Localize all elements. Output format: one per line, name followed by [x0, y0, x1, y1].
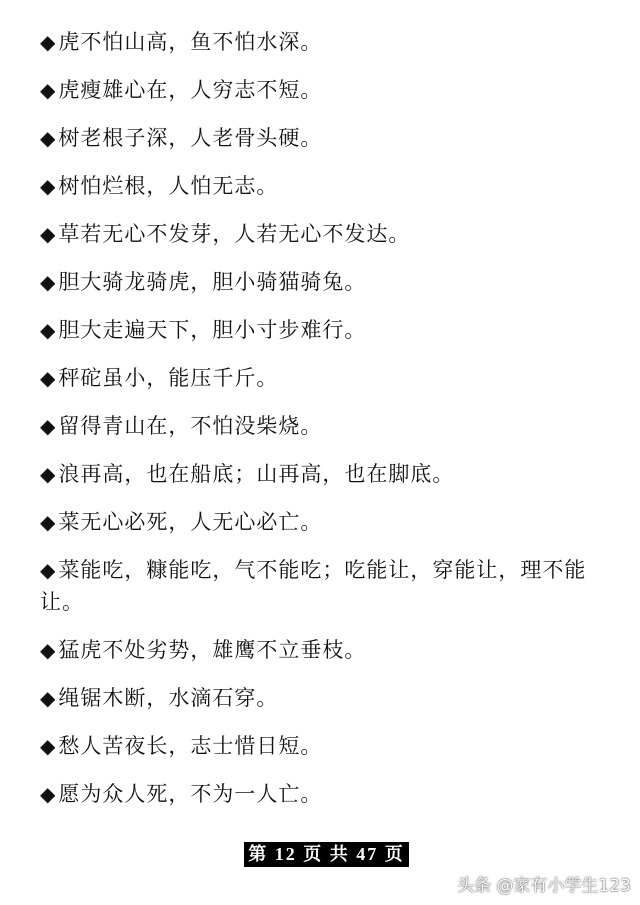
diamond-bullet-icon: ◆	[40, 78, 57, 102]
proverb-item: ◆猛虎不处劣势，雄鹰不立垂枝。	[40, 638, 367, 662]
proverb-list	[40, 18, 625, 826]
proverb-item: ◆菜无心必死，人无心必亡。	[40, 510, 323, 534]
proverb-item: ◆虎不怕山高，鱼不怕水深。	[40, 30, 323, 54]
watermark-text: 头条 @家有小学生123	[457, 876, 631, 896]
proverb-item: ◆绳锯木断，水滴石穿。	[40, 686, 279, 710]
diamond-bullet-icon: ◆	[40, 318, 57, 342]
proverb-item: ◆秤砣虽小，能压千斤。	[40, 366, 279, 390]
diamond-bullet-icon: ◆	[40, 366, 57, 390]
proverb-item: ◆留得青山在，不怕没柴烧。	[40, 414, 323, 438]
diamond-bullet-icon: ◆	[40, 462, 57, 486]
proverb-item: ◆胆大骑龙骑虎，胆小骑猫骑兔。	[40, 270, 367, 294]
diamond-bullet-icon: ◆	[40, 782, 57, 806]
diamond-bullet-icon: ◆	[40, 734, 57, 758]
diamond-bullet-icon: ◆	[40, 686, 57, 710]
proverb-item: ◆浪再高，也在船底；山再高，也在脚底。	[40, 462, 455, 486]
proverb-item: ◆菜能吃，糠能吃，气不能吃；吃能让，穿能让，理不能让。	[40, 558, 587, 614]
diamond-bullet-icon: ◆	[40, 638, 57, 662]
diamond-bullet-icon: ◆	[40, 510, 57, 534]
diamond-bullet-icon: ◆	[40, 558, 57, 582]
page-number-label: 第 12 页 共 47 页	[244, 842, 409, 867]
proverb-item: ◆树老根子深，人老骨头硬。	[40, 126, 323, 150]
proverb-item: ◆虎瘦雄心在，人穷志不短。	[40, 78, 323, 102]
proverb-item: ◆树怕烂根，人怕无志。	[40, 174, 279, 198]
proverb-item: ◆草若无心不发芽，人若无心不发达。	[40, 222, 411, 246]
diamond-bullet-icon: ◆	[40, 126, 57, 150]
diamond-bullet-icon: ◆	[40, 270, 57, 294]
diamond-bullet-icon: ◆	[40, 30, 57, 54]
diamond-bullet-icon: ◆	[40, 414, 57, 438]
diamond-bullet-icon: ◆	[40, 174, 57, 198]
diamond-bullet-icon: ◆	[40, 222, 57, 246]
proverb-item: ◆胆大走遍天下，胆小寸步难行。	[40, 318, 367, 342]
proverb-item: ◆愿为众人死，不为一人亡。	[40, 782, 323, 806]
proverb-item: ◆愁人苦夜长，志士惜日短。	[40, 734, 323, 758]
